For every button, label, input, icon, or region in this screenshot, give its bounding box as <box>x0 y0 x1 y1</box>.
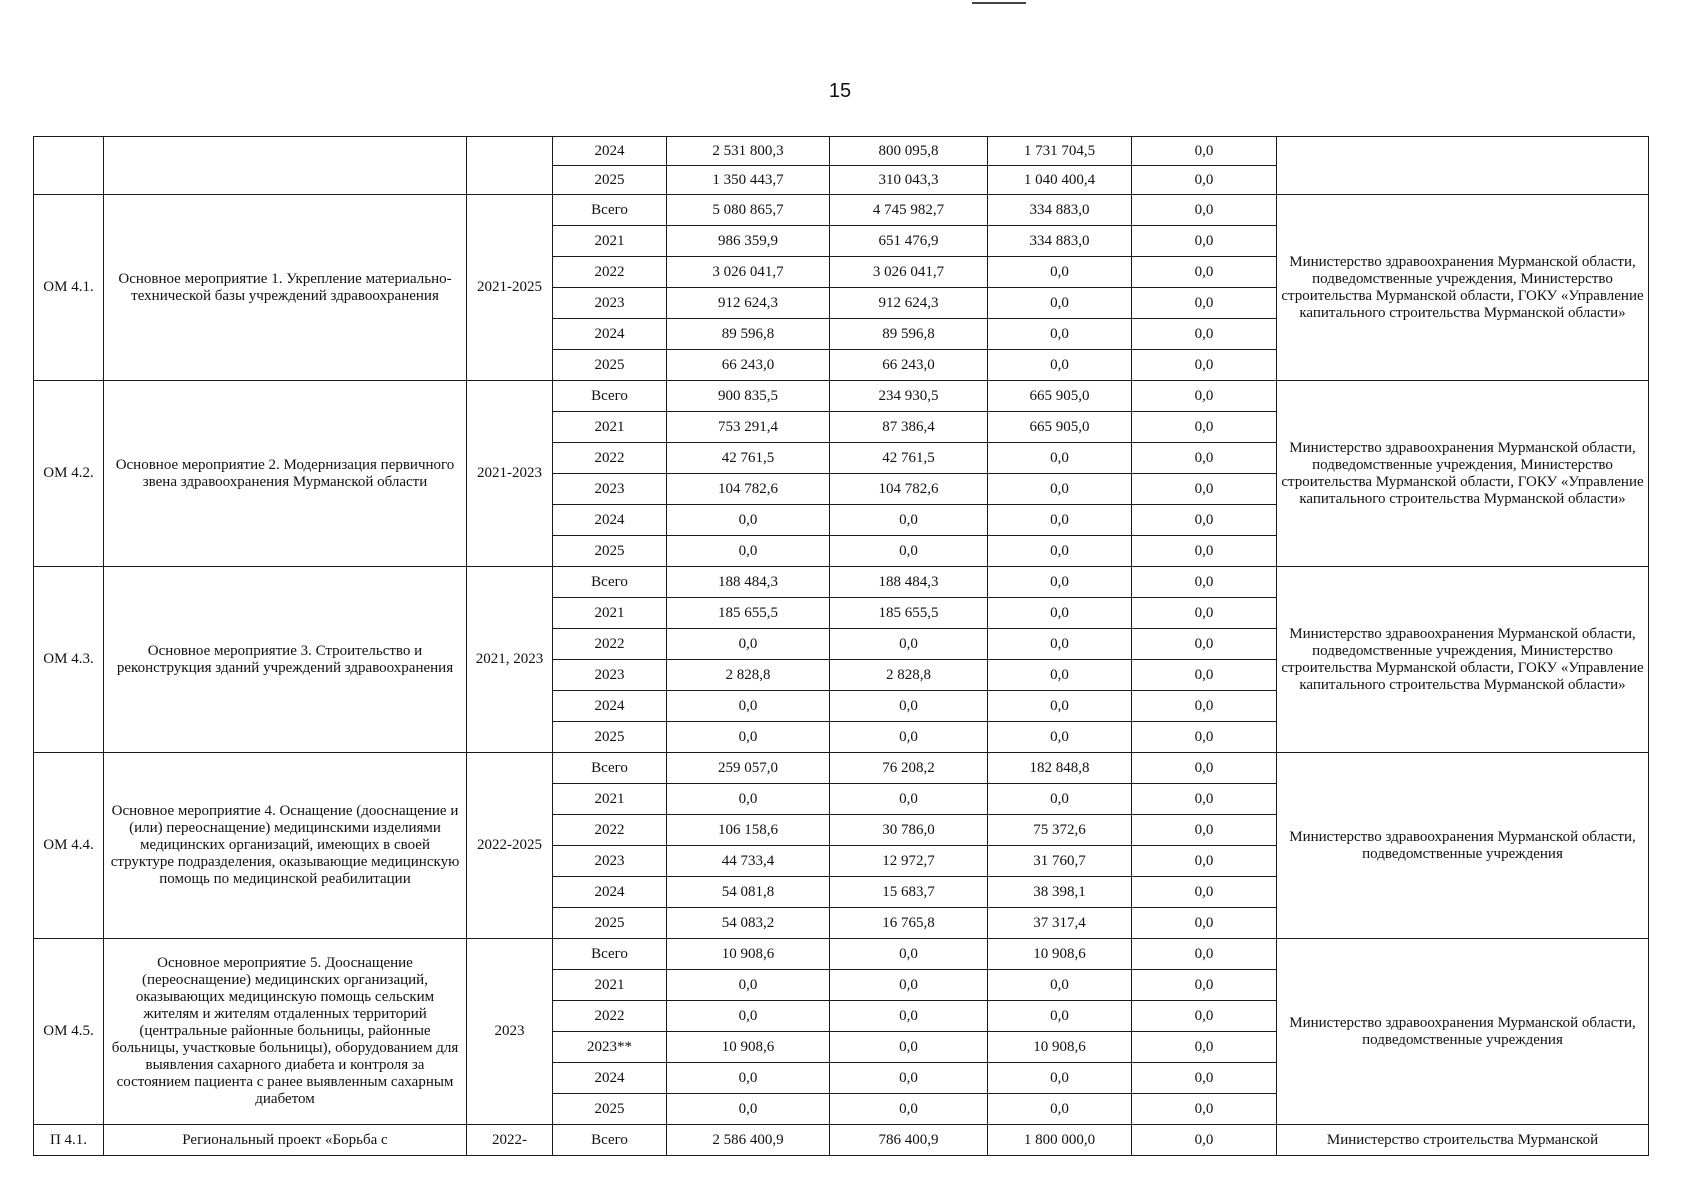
col-a-cell: 800 095,8 <box>830 137 988 166</box>
col-c-cell: 0,0 <box>1132 474 1277 505</box>
financing-table <box>33 136 1649 1156</box>
measure-description: Основное мероприятие 3. Строительство и реконструкция зданий учреждений здравоохранения <box>104 567 467 753</box>
measure-description: Основное мероприятие 1. Укрепление материально-технической базы учреждений здравоохранения <box>104 195 467 381</box>
col-b-cell: 0,0 <box>988 784 1132 815</box>
col-b-cell: 37 317,4 <box>988 908 1132 939</box>
col-b-cell: 0,0 <box>988 505 1132 536</box>
col-a-cell: 234 930,5 <box>830 381 988 412</box>
total-cell: 106 158,6 <box>667 815 830 846</box>
year-cell: Всего <box>553 1125 667 1156</box>
measure-code: ОМ 4.5. <box>34 939 104 1125</box>
col-b-cell: 0,0 <box>988 288 1132 319</box>
year-cell: 2024 <box>553 137 667 166</box>
col-c-cell: 0,0 <box>1132 166 1277 195</box>
measure-executor: Министерство здравоохранения Мурманской области, подведомственные учреждения, Министерство строительства Мурманской области, ГОКУ «Управление капитального строительства Мурманской области» <box>1277 195 1649 381</box>
col-b-cell: 0,0 <box>988 1063 1132 1094</box>
col-b-cell: 0,0 <box>988 598 1132 629</box>
project-code: П 4.1. <box>34 1125 104 1156</box>
year-cell: Всего <box>553 381 667 412</box>
col-c-cell: 0,0 <box>1132 908 1277 939</box>
year-cell: Всего <box>553 567 667 598</box>
col-c-cell: 0,0 <box>1132 784 1277 815</box>
measure-description: Основное мероприятие 2. Модернизация первичного звена здравоохранения Мурманской области <box>104 381 467 567</box>
measure-code: ОМ 4.4. <box>34 753 104 939</box>
col-c-cell: 0,0 <box>1132 226 1277 257</box>
year-cell: 2022 <box>553 629 667 660</box>
table-row <box>34 195 1649 226</box>
col-c-cell: 0,0 <box>1132 691 1277 722</box>
col-a-cell: 0,0 <box>830 691 988 722</box>
year-cell: Всего <box>553 753 667 784</box>
measure-code: ОМ 4.3. <box>34 567 104 753</box>
col-b-cell: 1 731 704,5 <box>988 137 1132 166</box>
col-a-cell: 0,0 <box>830 505 988 536</box>
total-cell: 259 057,0 <box>667 753 830 784</box>
total-cell: 912 624,3 <box>667 288 830 319</box>
col-a-cell: 89 596,8 <box>830 319 988 350</box>
page-number: 15 <box>828 80 852 102</box>
col-c-cell: 0,0 <box>1132 195 1277 226</box>
col-a-cell: 87 386,4 <box>830 412 988 443</box>
table-row <box>34 381 1649 412</box>
col-b-cell: 665 905,0 <box>988 412 1132 443</box>
total-cell: 753 291,4 <box>667 412 830 443</box>
year-cell: 2021 <box>553 970 667 1001</box>
empty-description-cell <box>104 137 467 195</box>
col-a-cell: 0,0 <box>830 1001 988 1032</box>
col-c-cell: 0,0 <box>1132 1094 1277 1125</box>
year-cell: 2022 <box>553 443 667 474</box>
table-row <box>34 567 1649 598</box>
col-c-cell: 0,0 <box>1132 567 1277 598</box>
total-cell: 0,0 <box>667 536 830 567</box>
year-cell: 2025 <box>553 166 667 195</box>
total-cell: 0,0 <box>667 784 830 815</box>
table-row <box>34 1125 1649 1156</box>
col-c-cell: 0,0 <box>1132 1032 1277 1063</box>
year-cell: 2024 <box>553 1063 667 1094</box>
col-c-cell: 0,0 <box>1132 815 1277 846</box>
col-a-cell: 15 683,7 <box>830 877 988 908</box>
total-cell: 185 655,5 <box>667 598 830 629</box>
col-b-cell: 31 760,7 <box>988 846 1132 877</box>
measure-period: 2021, 2023 <box>467 567 553 753</box>
col-b-cell: 0,0 <box>988 660 1132 691</box>
year-cell: 2022 <box>553 257 667 288</box>
year-cell: 2024 <box>553 319 667 350</box>
total-cell: 0,0 <box>667 1001 830 1032</box>
col-a-cell: 104 782,6 <box>830 474 988 505</box>
col-b-cell: 0,0 <box>988 691 1132 722</box>
year-cell: 2025 <box>553 350 667 381</box>
total-cell: 54 081,8 <box>667 877 830 908</box>
col-a-cell: 42 761,5 <box>830 443 988 474</box>
col-a-cell: 3 026 041,7 <box>830 257 988 288</box>
col-c-cell: 0,0 <box>1132 1063 1277 1094</box>
col-a-cell: 76 208,2 <box>830 753 988 784</box>
total-cell: 89 596,8 <box>667 319 830 350</box>
col-b-cell: 0,0 <box>988 1094 1132 1125</box>
total-cell: 1 350 443,7 <box>667 166 830 195</box>
total-cell: 2 828,8 <box>667 660 830 691</box>
col-a-cell: 16 765,8 <box>830 908 988 939</box>
total-cell: 0,0 <box>667 505 830 536</box>
total-cell: 10 908,6 <box>667 1032 830 1063</box>
total-cell: 3 026 041,7 <box>667 257 830 288</box>
measure-executor: Министерство здравоохранения Мурманской области, подведомственные учреждения <box>1277 939 1649 1125</box>
total-cell: 188 484,3 <box>667 567 830 598</box>
col-b-cell: 1 040 400,4 <box>988 166 1132 195</box>
col-c-cell: 0,0 <box>1132 660 1277 691</box>
year-cell: 2025 <box>553 908 667 939</box>
year-cell: 2023 <box>553 660 667 691</box>
measure-code: ОМ 4.2. <box>34 381 104 567</box>
total-cell: 0,0 <box>667 629 830 660</box>
col-b-cell: 0,0 <box>988 319 1132 350</box>
col-b-cell: 0,0 <box>988 970 1132 1001</box>
year-cell: Всего <box>553 939 667 970</box>
col-c-cell: 0,0 <box>1132 350 1277 381</box>
scan-mark <box>972 0 1026 4</box>
total-cell: 0,0 <box>667 722 830 753</box>
col-b-cell: 0,0 <box>988 629 1132 660</box>
col-c-cell: 0,0 <box>1132 1125 1277 1156</box>
col-c-cell: 0,0 <box>1132 753 1277 784</box>
measure-period: 2022-2025 <box>467 753 553 939</box>
measure-executor: Министерство здравоохранения Мурманской области, подведомственные учреждения, Министерство строительства Мурманской области, ГОКУ «Управление капитального строительства Мурманской области» <box>1277 567 1649 753</box>
col-a-cell: 30 786,0 <box>830 815 988 846</box>
year-cell: 2025 <box>553 536 667 567</box>
col-a-cell: 188 484,3 <box>830 567 988 598</box>
col-b-cell: 38 398,1 <box>988 877 1132 908</box>
total-cell: 54 083,2 <box>667 908 830 939</box>
col-b-cell: 10 908,6 <box>988 1032 1132 1063</box>
col-c-cell: 0,0 <box>1132 443 1277 474</box>
col-a-cell: 4 745 982,7 <box>830 195 988 226</box>
total-cell: 44 733,4 <box>667 846 830 877</box>
col-b-cell: 1 800 000,0 <box>988 1125 1132 1156</box>
col-c-cell: 0,0 <box>1132 970 1277 1001</box>
year-cell: 2021 <box>553 784 667 815</box>
col-b-cell: 75 372,6 <box>988 815 1132 846</box>
total-cell: 900 835,5 <box>667 381 830 412</box>
total-cell: 0,0 <box>667 970 830 1001</box>
col-b-cell: 0,0 <box>988 536 1132 567</box>
measure-code: ОМ 4.1. <box>34 195 104 381</box>
project-executor: Министерство строительства Мурманской <box>1277 1125 1649 1156</box>
total-cell: 66 243,0 <box>667 350 830 381</box>
col-b-cell: 334 883,0 <box>988 226 1132 257</box>
year-cell: 2024 <box>553 691 667 722</box>
total-cell: 104 782,6 <box>667 474 830 505</box>
col-a-cell: 0,0 <box>830 1094 988 1125</box>
total-cell: 0,0 <box>667 691 830 722</box>
year-cell: 2024 <box>553 505 667 536</box>
year-cell: 2023 <box>553 288 667 319</box>
col-c-cell: 0,0 <box>1132 722 1277 753</box>
col-a-cell: 912 624,3 <box>830 288 988 319</box>
col-a-cell: 651 476,9 <box>830 226 988 257</box>
year-cell: 2023 <box>553 846 667 877</box>
measure-executor: Министерство здравоохранения Мурманской области, подведомственные учреждения, Министерство строительства Мурманской области, ГОКУ «Управление капитального строительства Мурманской области» <box>1277 381 1649 567</box>
total-cell: 10 908,6 <box>667 939 830 970</box>
measure-description: Основное мероприятие 4. Оснащение (дооснащение и (или) переоснащение) медицинскими изделиями медицинских организаций, имеющих в своей структуре подразделения, оказывающие медицинскую помощь по медицинской реабилитации <box>104 753 467 939</box>
year-cell: 2025 <box>553 722 667 753</box>
col-b-cell: 0,0 <box>988 722 1132 753</box>
col-c-cell: 0,0 <box>1132 846 1277 877</box>
table-row <box>34 939 1649 970</box>
total-cell: 0,0 <box>667 1094 830 1125</box>
col-b-cell: 0,0 <box>988 443 1132 474</box>
col-b-cell: 0,0 <box>988 567 1132 598</box>
col-c-cell: 0,0 <box>1132 381 1277 412</box>
col-c-cell: 0,0 <box>1132 288 1277 319</box>
col-b-cell: 0,0 <box>988 474 1132 505</box>
empty-code-cell <box>34 137 104 195</box>
col-b-cell: 10 908,6 <box>988 939 1132 970</box>
col-c-cell: 0,0 <box>1132 319 1277 350</box>
col-b-cell: 0,0 <box>988 1001 1132 1032</box>
project-description: Региональный проект «Борьба с <box>104 1125 467 1156</box>
year-cell: 2022 <box>553 815 667 846</box>
col-a-cell: 0,0 <box>830 629 988 660</box>
col-a-cell: 310 043,3 <box>830 166 988 195</box>
col-c-cell: 0,0 <box>1132 257 1277 288</box>
year-cell: 2025 <box>553 1094 667 1125</box>
col-c-cell: 0,0 <box>1132 877 1277 908</box>
col-c-cell: 0,0 <box>1132 939 1277 970</box>
table-row <box>34 137 1649 166</box>
project-period: 2022- <box>467 1125 553 1156</box>
year-cell: 2023** <box>553 1032 667 1063</box>
year-cell: 2021 <box>553 412 667 443</box>
col-a-cell: 0,0 <box>830 784 988 815</box>
col-c-cell: 0,0 <box>1132 598 1277 629</box>
col-b-cell: 0,0 <box>988 257 1132 288</box>
col-c-cell: 0,0 <box>1132 505 1277 536</box>
empty-period-cell <box>467 137 553 195</box>
col-a-cell: 0,0 <box>830 1032 988 1063</box>
col-b-cell: 334 883,0 <box>988 195 1132 226</box>
col-b-cell: 665 905,0 <box>988 381 1132 412</box>
total-cell: 986 359,9 <box>667 226 830 257</box>
measure-period: 2021-2023 <box>467 381 553 567</box>
col-c-cell: 0,0 <box>1132 1001 1277 1032</box>
table-row <box>34 753 1649 784</box>
year-cell: 2024 <box>553 877 667 908</box>
total-cell: 2 586 400,9 <box>667 1125 830 1156</box>
col-a-cell: 786 400,9 <box>830 1125 988 1156</box>
col-b-cell: 182 848,8 <box>988 753 1132 784</box>
total-cell: 0,0 <box>667 1063 830 1094</box>
measure-description: Основное мероприятие 5. Дооснащение (переоснащение) медицинских организаций, оказывающих медицинскую помощь сельским жителям и жителям отдаленных территорий (центральные районные больницы, районные больницы, участковые больницы), оборудованием для выявления сахарного диабета и контроля за состоянием пациента с ранее выявленным сахарным диабетом <box>104 939 467 1125</box>
col-c-cell: 0,0 <box>1132 629 1277 660</box>
col-b-cell: 0,0 <box>988 350 1132 381</box>
year-cell: Всего <box>553 195 667 226</box>
col-a-cell: 0,0 <box>830 1063 988 1094</box>
col-a-cell: 0,0 <box>830 722 988 753</box>
measure-period: 2021-2025 <box>467 195 553 381</box>
col-a-cell: 66 243,0 <box>830 350 988 381</box>
total-cell: 42 761,5 <box>667 443 830 474</box>
year-cell: 2021 <box>553 598 667 629</box>
total-cell: 2 531 800,3 <box>667 137 830 166</box>
col-c-cell: 0,0 <box>1132 536 1277 567</box>
col-a-cell: 0,0 <box>830 970 988 1001</box>
col-a-cell: 2 828,8 <box>830 660 988 691</box>
col-a-cell: 0,0 <box>830 536 988 567</box>
table-body <box>34 137 1649 1156</box>
col-a-cell: 0,0 <box>830 939 988 970</box>
total-cell: 5 080 865,7 <box>667 195 830 226</box>
year-cell: 2023 <box>553 474 667 505</box>
measure-executor: Министерство здравоохранения Мурманской области, подведомственные учреждения <box>1277 753 1649 939</box>
year-cell: 2021 <box>553 226 667 257</box>
col-a-cell: 185 655,5 <box>830 598 988 629</box>
col-a-cell: 12 972,7 <box>830 846 988 877</box>
empty-executor-cell <box>1277 137 1649 195</box>
col-c-cell: 0,0 <box>1132 137 1277 166</box>
col-c-cell: 0,0 <box>1132 412 1277 443</box>
measure-period: 2023 <box>467 939 553 1125</box>
year-cell: 2022 <box>553 1001 667 1032</box>
